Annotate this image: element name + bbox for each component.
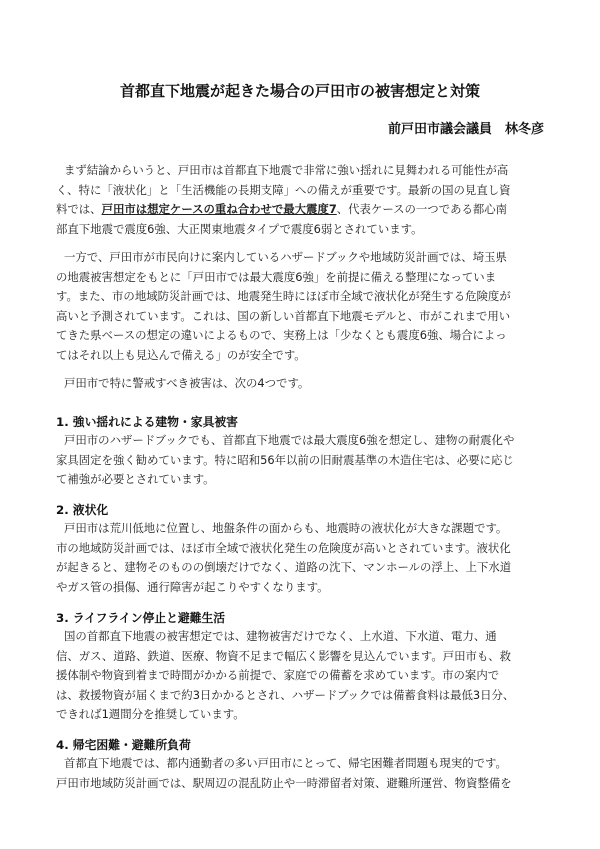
text-line: て補強が必要とされています。	[56, 472, 215, 486]
text-line: 戸田市地域防災計画では、駅周辺の混乱防止や一時滞留者対策、避難所運営、物資整備を	[56, 775, 512, 790]
intro-paragraph	[56, 161, 556, 239]
emphasis-text: 戸田市は想定ケースの重ね合わせで最大震度7	[101, 202, 337, 216]
text-line: てきた県ベースの想定の違いによるもので、実務上は「少なくとも震度6強、場合によっ	[56, 328, 507, 342]
section-heading: 2. 液状化	[56, 503, 109, 517]
section-body	[56, 519, 556, 597]
plan-paragraph	[56, 248, 556, 365]
section-body	[56, 754, 556, 793]
text-line: 戸田市で特に警戒すべき被害は、次の4つです。	[64, 376, 310, 390]
author-line: 前戸田市議会議員 林冬彦	[387, 122, 544, 137]
text-line: 市の地域防災計画では、ほぼ市全域で液状化発生の危険度が高いとされています。液状化	[56, 540, 511, 555]
text-line: が起きると、建物そのものの倒壊だけでなく、道路の沈下、マンホールの浮上、上下水道	[56, 560, 512, 574]
text-line: 信、ガス、道路、鉄道、医療、物資不足まで幅広く影響を見込んでいます。戸田市も、救	[56, 648, 512, 663]
text-line: 国の首都直下地震の被害想定では、建物被害だけでなく、上水道、下水道、電力、通	[64, 629, 497, 643]
text-line: 家具固定を強く勧めています。特に昭和56年以前の旧耐震基準の木造住宅は、必要に応じ	[56, 452, 514, 467]
text-line: 部直下地震で震度6強、大正関東地震タイプで震度6弱とされています。	[56, 221, 423, 236]
text-line	[56, 200, 556, 220]
section-body	[56, 627, 556, 725]
text-line: 一方で、戸田市が市民向けに案内しているハザードブックや地域防災計画では、埼玉県	[64, 250, 507, 264]
text-segment: 料では、	[56, 202, 102, 216]
text-line: まず結論からいうと、戸田市は首都直下地震で非常に強い揺れに見舞われる可能性が高	[64, 163, 509, 177]
text-line: 高いと予測されています。これは、国の新しい首都直下地震モデルと、市がこれまで用い	[56, 308, 511, 323]
text-line: く、特に「液状化」と「生活機能の長期支障」への備えが重要です。最新の国の見直し資	[56, 182, 511, 197]
text-line: 援体制や物資到着まで時間がかかる前提で、家庭での備蓄を求めています。市の案内で	[56, 668, 500, 682]
text-line: できれば1週間分を推奨しています。	[56, 707, 245, 721]
section-heading: 4. 帰宅困難・避難所負荷	[56, 738, 191, 752]
text-line: す。また、市の地域防災計画では、地震発生時にほぼ市全域で液状化が発生する危険度が	[56, 289, 511, 303]
text-line: 首都直下地震では、都内通勤者の多い戸田市にとって、帰宅困難者問題も現実的です。	[64, 756, 507, 770]
text-line: 戸田市は荒川低地に位置し、地盤条件の面からも、地震時の液状化が大きな課題です。	[64, 521, 508, 535]
text-segment: 、代表ケースの一つである都心南	[336, 202, 508, 216]
text-line: は、救援物資が届くまで約3日かかるとされ、ハザードブックでは備蓄食料は最低3日分、	[56, 687, 515, 702]
section-heading: 1. 強い揺れによる建物・家具被害	[56, 415, 238, 429]
section-heading: 3. ライフライン停止と避難生活	[56, 611, 226, 625]
text-line: てはそれ以上も見込んで備える」のが安全です。	[56, 347, 306, 362]
text-line: やガス管の損傷、通行障害が起こりやすくなります。	[56, 579, 329, 594]
text-line: の地震被害想定をもとに「戸田市では最大震度6強」を前提に備える整理になっていま	[56, 269, 497, 284]
lead-paragraph	[56, 374, 556, 394]
text-line: 戸田市のハザードブックでも、首都直下地震では最大震度6強を想定し、建物の耐震化や	[64, 433, 515, 447]
section-body	[56, 431, 556, 490]
document-title: 首都直下地震が起きた場合の戸田市の被害想定と対策	[119, 82, 480, 100]
